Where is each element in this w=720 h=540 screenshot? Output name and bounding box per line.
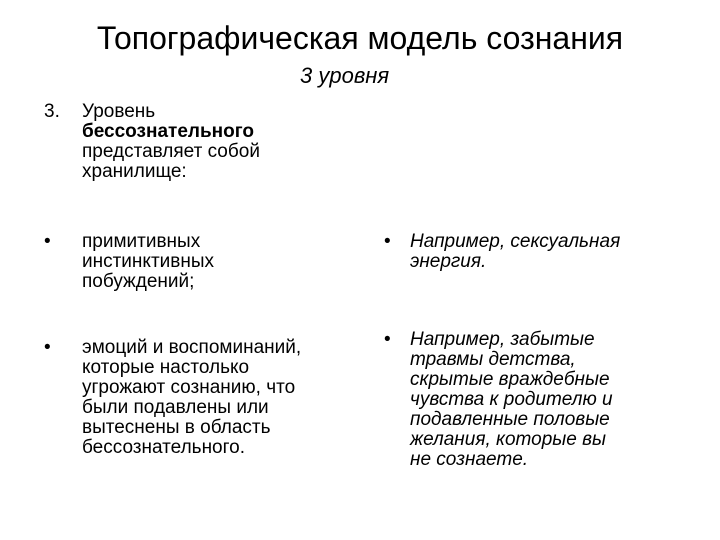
left-bullet-marker: •	[44, 337, 51, 358]
bullet-line: эмоций и воспоминаний,	[82, 337, 302, 358]
bullet-line: инстинктивных	[82, 251, 214, 272]
left-bullet-text	[82, 232, 352, 292]
bullet-line: были подавлены или	[82, 397, 269, 418]
right-bullet-text	[410, 232, 700, 272]
bullet-line: Например, забытые	[410, 329, 595, 350]
item-line-bold: бессознательного	[82, 121, 255, 142]
item-line: хранилище:	[82, 161, 187, 182]
bullet-line: энергия.	[410, 251, 487, 272]
bullet-line: не сознаете.	[410, 449, 529, 470]
right-bullet-text	[410, 330, 700, 470]
bullet-line: бессознательного.	[82, 437, 245, 458]
bullet-line: которые настолько	[82, 357, 250, 378]
bullet-line: подавленные половые	[410, 409, 610, 430]
bullet-line: желания, которые вы	[410, 429, 607, 450]
left-bullet-marker: •	[44, 231, 51, 252]
slide-title: Топографическая модель сознания	[96, 20, 624, 56]
bullet-line: примитивных	[82, 231, 201, 252]
bullet-line: побуждений;	[82, 271, 195, 292]
item-number: 3.	[44, 101, 60, 122]
bullet-line: скрытые враждебные	[410, 369, 610, 390]
bullet-line: чувства к родителю и	[410, 389, 613, 410]
left-bullet-text	[82, 338, 372, 458]
bullet-line: травмы детства,	[410, 349, 576, 370]
item-line: Уровень	[82, 101, 156, 122]
item-line: представляет собой	[82, 141, 260, 162]
item-text	[82, 102, 342, 182]
bullet-line: Например, сексуальная	[410, 231, 621, 252]
bullet-line: угрожают сознанию, что	[82, 377, 296, 398]
slide-subtitle: 3 уровня	[300, 63, 390, 88]
bullet-line: вытеснены в область	[82, 417, 271, 438]
right-bullet-marker: •	[384, 329, 391, 350]
right-bullet-marker: •	[384, 231, 391, 252]
